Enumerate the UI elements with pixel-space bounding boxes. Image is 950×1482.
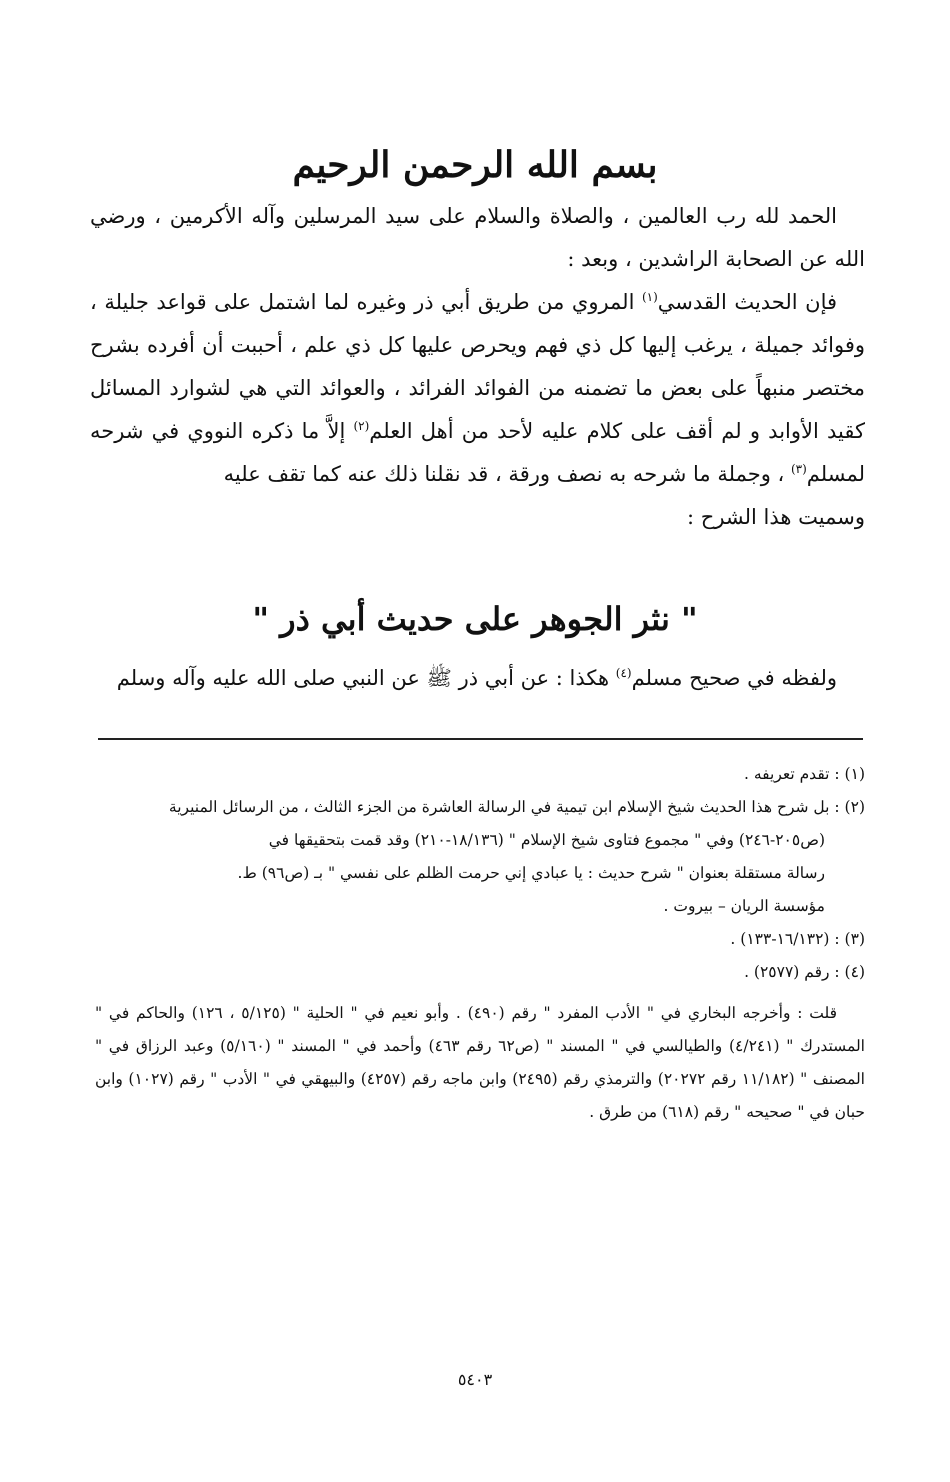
hadith-intro-line: [90, 657, 865, 700]
footnote-text: (ص٢٠٥-٢٤٦) وفي " مجموع فتاوى شيخ الإسلام " (١٨/١٣٦-٢١٠) وقد قمت بتحقيقها في: [268, 831, 825, 849]
body-paragraph: [90, 281, 865, 496]
footnote-4: [95, 956, 865, 989]
book-title: " نثر الجوهر على حديث أبي ذر ": [252, 600, 698, 638]
footnote-note: قلت : وأخرجه البخاري في " الأدب المفرد " رقم (٤٩٠) . وأبو نعيم في " الحلية " (٥/١٢٥ ، ١٢٦) والحاكم في " المستدرك " (٤/٢٤١) والطيالسي في " المسند " (ص٦٢ رقم ٤٦٣) وأحمد في " المسند " (٥/١٦٠) وعبد الرزاق في " المصنف " (١١/١٨٢ رقم ٢٠٢٧٢) والترمذي رقم (٢٤٩٥) وابن ماجه رقم (٤٢٥٧) والبيهقي في " الأدب " رقم (١٠٢٧) وابن حبان في " صحيحه " رقم (٦١٨) من طرق .: [95, 1004, 865, 1121]
footnote-text: مؤسسة الريان – بيروت .: [663, 897, 825, 915]
intro-paragraph: الحمد لله رب العالمين ، والصلاة والسلام على سيد المرسلين وآله الأكرمين ، ورضي الله عن الصحابة الراشدين ، وبعد :: [90, 204, 865, 271]
footnote-2-continuation: [95, 890, 865, 923]
basmala-heading: بسم الله الرحمن الرحيم: [292, 144, 658, 186]
footnote-3: [95, 923, 865, 956]
footnote-ref-2: (٢): [353, 419, 370, 433]
footnote-ref-1: (١): [641, 290, 658, 304]
footnote-2-continuation: [95, 857, 865, 890]
footnote-ref-3: (٣): [790, 462, 807, 476]
main-text: [90, 195, 865, 539]
footnote-2-continuation: [95, 824, 865, 857]
paragraph-part-3: إلاَّ ما ذكره النووي في شرحه لمسلم: [90, 419, 865, 486]
footnote-2: [95, 791, 865, 824]
footnote-text: (١٦/١٣٢-١٣٣) .: [730, 930, 835, 948]
footnote-number: (١) :: [834, 765, 865, 783]
footnote-text: رسالة مستقلة بعنوان " شرح حديث : يا عبادي إني حرمت الظلم على نفسي " بـ (ص٩٦) ط.: [237, 864, 825, 882]
footnote-separator: [98, 738, 863, 740]
footnote-number: (٣) :: [834, 930, 865, 948]
footnote-text: بل شرح هذا الحديث شيخ الإسلام ابن تيمية في الرسالة العاشرة من الجزء الثالث ، من الرسائل المنيرية: [168, 798, 835, 816]
paragraph-part-2: المروي من طريق أبي ذر وغيره لما اشتمل على قواعد جليلة ، وفوائد جميلة ، يرغب إليها كل ذي فهم ويحرص عليها كل ذي علم ، أحببت أن أفرده بشرح مختصر منبهاً على بعض ما تضمنه من الفوائد الفرائد ، والعوائد التي هي لشوارد المسائل كقيد الأوابد و لم أقف على كلام عليه لأحد من أهل العلم: [90, 290, 865, 443]
hadith-intro-part-2: هكذا : عن أبي ذر ﷺ عن النبي صلى الله عليه وآله وسلم: [116, 666, 616, 690]
footnote-1: [95, 758, 865, 791]
footnote-number: (٢) :: [834, 798, 865, 816]
paragraph-part-1: فإن الحديث القدسي: [657, 290, 838, 314]
hadith-intro-part-1: ولفظه في صحيح مسلم: [631, 666, 837, 690]
footnote-number: (٤) :: [834, 963, 865, 981]
footnotes-section: [95, 758, 865, 1129]
page-number: ٥٤٠٣: [457, 1370, 493, 1389]
naming-line: وسميت هذا الشرح :: [687, 505, 865, 529]
footnote-text: رقم (٢٥٧٧) .: [744, 963, 835, 981]
paragraph-part-4: ، وجملة ما شرحه به نصف ورقة ، قد نقلنا ذلك عنه كما تقف عليه: [223, 462, 791, 486]
footnote-ref-4: (٤): [615, 666, 632, 680]
footnote-text: تقدم تعريفه .: [744, 765, 835, 783]
